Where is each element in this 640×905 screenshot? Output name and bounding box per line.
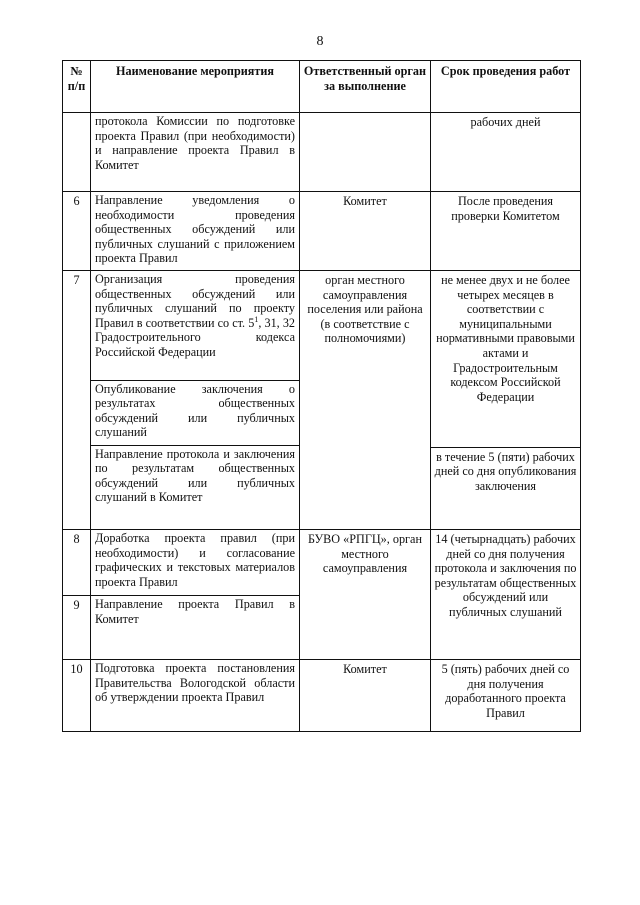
row-name-part: 5	[248, 315, 255, 330]
row-term: 14 (четырнадцать) рабочих дней со дня получения протокола и заключения по результатам общественных обсуждений или публичных слушаний	[431, 530, 581, 660]
row-name: Опубликование заключения о результатах общественных обсуждений или публичных слушаний	[91, 380, 299, 445]
table-row	[63, 660, 581, 732]
row-name: Подготовка проекта постановления Правительства Вологодской области об утверждении проекта Правил	[91, 660, 300, 732]
table-row	[63, 192, 581, 271]
row-name: протокола Комиссии по подготовке проекта Правил (при необходимости) и направление проекта Правил в Комитет	[91, 113, 300, 192]
row-num: 8	[63, 530, 91, 596]
row-responsible: Комитет	[300, 660, 431, 732]
row-term: не менее двух и не более четырех месяцев в соответствии с муниципальными нормативными правовыми актами и Градостроительным кодексом Российской Федерации	[436, 273, 575, 404]
header-term: Срок проведения работ	[431, 61, 581, 113]
article-superscript: 1	[254, 314, 259, 324]
row-responsible	[300, 113, 431, 192]
row-responsible: БУВО «РПГЦ», орган местного самоуправления	[300, 530, 431, 660]
row-name-group	[91, 271, 300, 530]
table-header-row	[63, 61, 581, 113]
row-num: 10	[63, 660, 91, 732]
header-responsible: Ответственный орган за выполнение	[300, 61, 431, 113]
row-name-part: , 31, 32 Градостроительного кодекса Российской Федерации	[95, 315, 296, 359]
row-name-part: Организация проведения общественных обсуждений или публичных слушаний по проекту Правил в соответствии со ст.	[95, 272, 295, 330]
events-table	[62, 60, 581, 732]
header-num: № п/п	[63, 61, 91, 113]
row-7-subtable	[91, 271, 299, 529]
row-term: После проведения проверки Комитетом	[431, 192, 581, 271]
row-num: 6	[63, 192, 91, 271]
row-num	[63, 113, 91, 192]
row-responsible: орган местного самоуправления поселения или района (в соответствие с полномочиями)	[300, 271, 431, 530]
row-name: Направление проекта Правил в Комитет	[91, 596, 300, 660]
row-responsible: Комитет	[300, 192, 431, 271]
row-num: 7	[63, 271, 91, 530]
row-term: рабочих дней	[431, 113, 581, 192]
page-number: 8	[316, 34, 324, 49]
row-7-term-subtable	[431, 271, 580, 529]
row-name: Доработка проекта правил (при необходимости) и согласование графических и текстовых материалов проекта Правил	[91, 530, 300, 596]
header-name: Наименование мероприятия	[91, 61, 300, 113]
row-term: в течение 5 (пяти) рабочих дней со дня опубликования заключения	[431, 447, 580, 529]
row-name: Направление уведомления о необходимости проведения общественных обсуждений или публичных слушаний с приложением проекта Правил	[91, 192, 300, 271]
table-row	[63, 530, 581, 596]
row-name: Направление протокола и заключения по результатам общественных обсуждений или публичных слушаний в Комитет	[91, 445, 299, 529]
table-row	[63, 271, 581, 530]
row-name	[91, 271, 299, 380]
table-row	[63, 113, 581, 192]
row-term-group	[431, 271, 581, 530]
row-num: 9	[63, 596, 91, 660]
row-term: 5 (пять) рабочих дней со дня получения доработанного проекта Правил	[431, 660, 581, 732]
